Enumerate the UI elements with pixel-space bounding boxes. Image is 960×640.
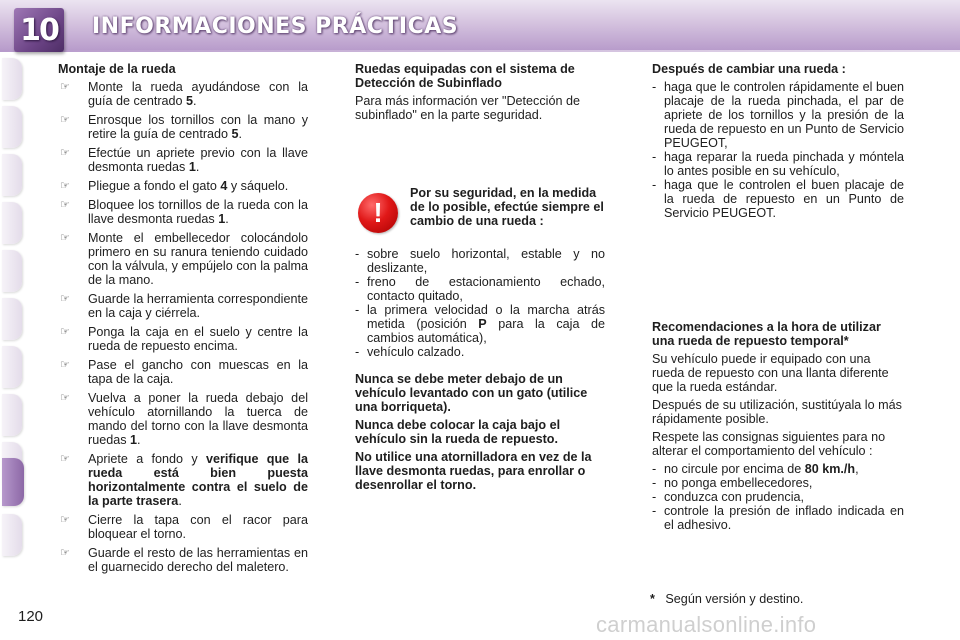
step-text-end: . [195, 160, 200, 174]
page-title: INFORMACIONES PRÁCTICAS [92, 14, 459, 39]
list-item [58, 231, 308, 287]
step-emphasis: verifique que la rueda está bien puesta horizontalmente contra el suelo de la parte trasera [88, 452, 308, 508]
chapter-tab[interactable] [2, 58, 22, 100]
paragraph: Respete las consignas siguientes para no alterar el comportamiento del vehículo : [652, 430, 886, 458]
safety-note: Nunca debe colocar la caja bajo el vehículo sin la rueda de repuesto. [355, 418, 561, 446]
pointing-hand-icon: ☞ [60, 147, 70, 159]
watermark: carmanualsonline.info [596, 612, 817, 637]
safety-note: No utilice una atornilladora en vez de la llave desmonta ruedas, para enrollar o desenrollar el torno. [355, 450, 592, 492]
step-text-end: . [193, 94, 197, 108]
list-item [58, 80, 308, 108]
pointing-hand-icon: ☞ [60, 453, 70, 465]
footnote [650, 592, 803, 606]
step-text: Guarde la herramienta correspondiente en la caja y ciérrela. [88, 292, 308, 320]
list-item [58, 358, 308, 386]
step-text: Pase el gancho con muescas en la tapa de la caja. [88, 358, 308, 386]
step-emphasis: 1 [130, 433, 138, 447]
list-item [58, 513, 308, 541]
step-text: Vuelva a poner la rueda debajo del vehículo atornillando la tuerca de mando del torno con la llave desmonta ruedas [88, 391, 308, 447]
list-item [58, 546, 308, 574]
recommendation-item: - no ponga embellecedores, [652, 476, 904, 490]
pointing-hand-icon: ☞ [60, 392, 70, 404]
step-text-end: . [238, 127, 243, 141]
footnote-mark: * [650, 592, 655, 606]
condition-item: - la primera velocidad o la marcha atrás metida (posición P para la caja de cambios automática), [355, 303, 605, 345]
chapter-tab[interactable] [2, 394, 22, 436]
recommendations-list [652, 462, 904, 532]
chapter-tab[interactable] [2, 250, 22, 292]
recommendation-item: - controle la presión de inflado indicada en el adhesivo. [652, 504, 904, 532]
list-item [58, 325, 308, 353]
header-divider [0, 50, 960, 52]
conditions-list [355, 247, 605, 359]
section-heading: Después de cambiar una rueda : [652, 62, 846, 76]
recommendation-item: - conduzca con prudencia, [652, 490, 904, 504]
section-heading: Recomendaciones a la hora de utilizar una rueda de repuesto temporal* [652, 320, 881, 348]
after-change-list [652, 80, 904, 220]
chapter-tab-active[interactable] [2, 458, 24, 506]
footnote-text: Según versión y destino. [665, 592, 804, 606]
step-text: Bloquee los tornillos de la rueda con la llave desmonta ruedas [88, 198, 308, 226]
step-text: Efectúe un apriete previo con la llave desmonta ruedas [88, 146, 308, 174]
safety-notes [355, 372, 605, 496]
speed-limit: 80 km./h [804, 462, 856, 476]
list-item [58, 452, 308, 508]
mounting-steps-list [58, 80, 308, 574]
section-intro: Para más información ver "Detección de subinflado" en la parte seguridad. [355, 94, 580, 122]
list-item: - haga que le controlen rápidamente el buen placaje de la rueda pinchada, el par de apriete de los tornillos y la presión de la rueda de repuesto en un Punto de Servicio PEUGEOT, [652, 80, 904, 150]
step-emphasis: 1 [218, 212, 226, 226]
column-mounting [58, 62, 308, 579]
step-text-end: . [225, 212, 229, 226]
list-item [58, 146, 308, 174]
condition-item: - freno de estacionamiento echado, contacto quitado, [355, 275, 605, 303]
page-number: 120 [18, 608, 44, 625]
step-text-end: . [137, 433, 141, 447]
chapter-tab[interactable] [2, 514, 22, 556]
chapter-tab[interactable] [2, 106, 22, 148]
step-text: Pliegue a fondo el gato [88, 179, 221, 193]
step-text: Monte la rueda ayudándose con la guía de centrado [88, 80, 308, 108]
section-heading: Montaje de la rueda [58, 62, 176, 76]
pointing-hand-icon: ☞ [60, 359, 70, 371]
column-detection [355, 62, 605, 126]
list-item: - haga que le controlen el buen placaje de la rueda de repuesto en un Punto de Servicio PEUGEOT. [652, 178, 904, 220]
pointing-hand-icon: ☞ [60, 293, 70, 305]
step-emphasis: 4 [220, 179, 228, 193]
column-after-change [652, 62, 904, 224]
list-item [58, 113, 308, 141]
step-text: Guarde el resto de las herramientas en el guarnecido derecho del maletero. [88, 546, 308, 574]
list-item [58, 198, 308, 226]
paragraph: Después de su utilización, sustitúyala lo más rápidamente posible. [652, 398, 902, 426]
chapter-tab[interactable] [2, 298, 22, 340]
pointing-hand-icon: ☞ [60, 81, 70, 93]
safety-note: Nunca se debe meter debajo de un vehículo levantado con un gato (utilice una borriqueta). [355, 372, 588, 414]
chapter-tab[interactable] [2, 202, 22, 244]
recommendation-item: - no circule por encima de 80 km./h, [652, 462, 904, 476]
step-text-end: y sáquelo. [227, 179, 289, 193]
pointing-hand-icon: ☞ [60, 326, 70, 338]
list-item [58, 179, 308, 193]
pointing-hand-icon: ☞ [60, 514, 70, 526]
chapter-tab[interactable] [2, 154, 22, 196]
step-text: Monte el embellecedor colocándolo primero en su ranura teniendo cuidado con la válvula, y empújelo con la palma de la mano. [88, 231, 308, 287]
section-heading: Ruedas equipadas con el sistema de Detección de Subinflado [355, 62, 575, 90]
step-emphasis: 1 [188, 160, 196, 174]
chapter-tab[interactable] [2, 346, 22, 388]
condition-item: - sobre suelo horizontal, estable y no deslizante, [355, 247, 605, 275]
pointing-hand-icon: ☞ [60, 114, 70, 126]
step-emphasis: 5 [231, 127, 239, 141]
step-text: Apriete a fondo y [88, 452, 206, 466]
list-item [58, 391, 308, 447]
step-text-end: . [178, 494, 182, 508]
warning-icon: ! [358, 193, 398, 233]
step-text: Ponga la caja en el suelo y centre la rueda de repuesto encima. [88, 325, 308, 353]
list-item: - haga reparar la rueda pinchada y móntela lo antes posible en su vehículo, [652, 150, 904, 178]
step-emphasis: 5 [186, 94, 194, 108]
safety-warning: Por su seguridad, en la medida de lo posible, efectúe siempre el cambio de una rueda : [410, 186, 604, 228]
step-text: Enrosque los tornillos con la mano y retire la guía de centrado [88, 113, 308, 141]
pointing-hand-icon: ☞ [60, 232, 70, 244]
column-recommendations [652, 320, 904, 536]
pointing-hand-icon: ☞ [60, 199, 70, 211]
pointing-hand-icon: ☞ [60, 547, 70, 559]
chapter-number-badge: 10 [14, 8, 64, 52]
condition-item: - vehículo calzado. [355, 345, 605, 359]
paragraph: Su vehículo puede ir equipado con una rueda de repuesto con una llanta diferente que la rueda estándar. [652, 352, 889, 394]
pointing-hand-icon: ☞ [60, 180, 70, 192]
safety-conditions [355, 247, 605, 363]
list-item [58, 292, 308, 320]
step-text: Cierre la tapa con el racor para bloquear el torno. [88, 513, 308, 541]
gear-position: P [478, 317, 487, 331]
